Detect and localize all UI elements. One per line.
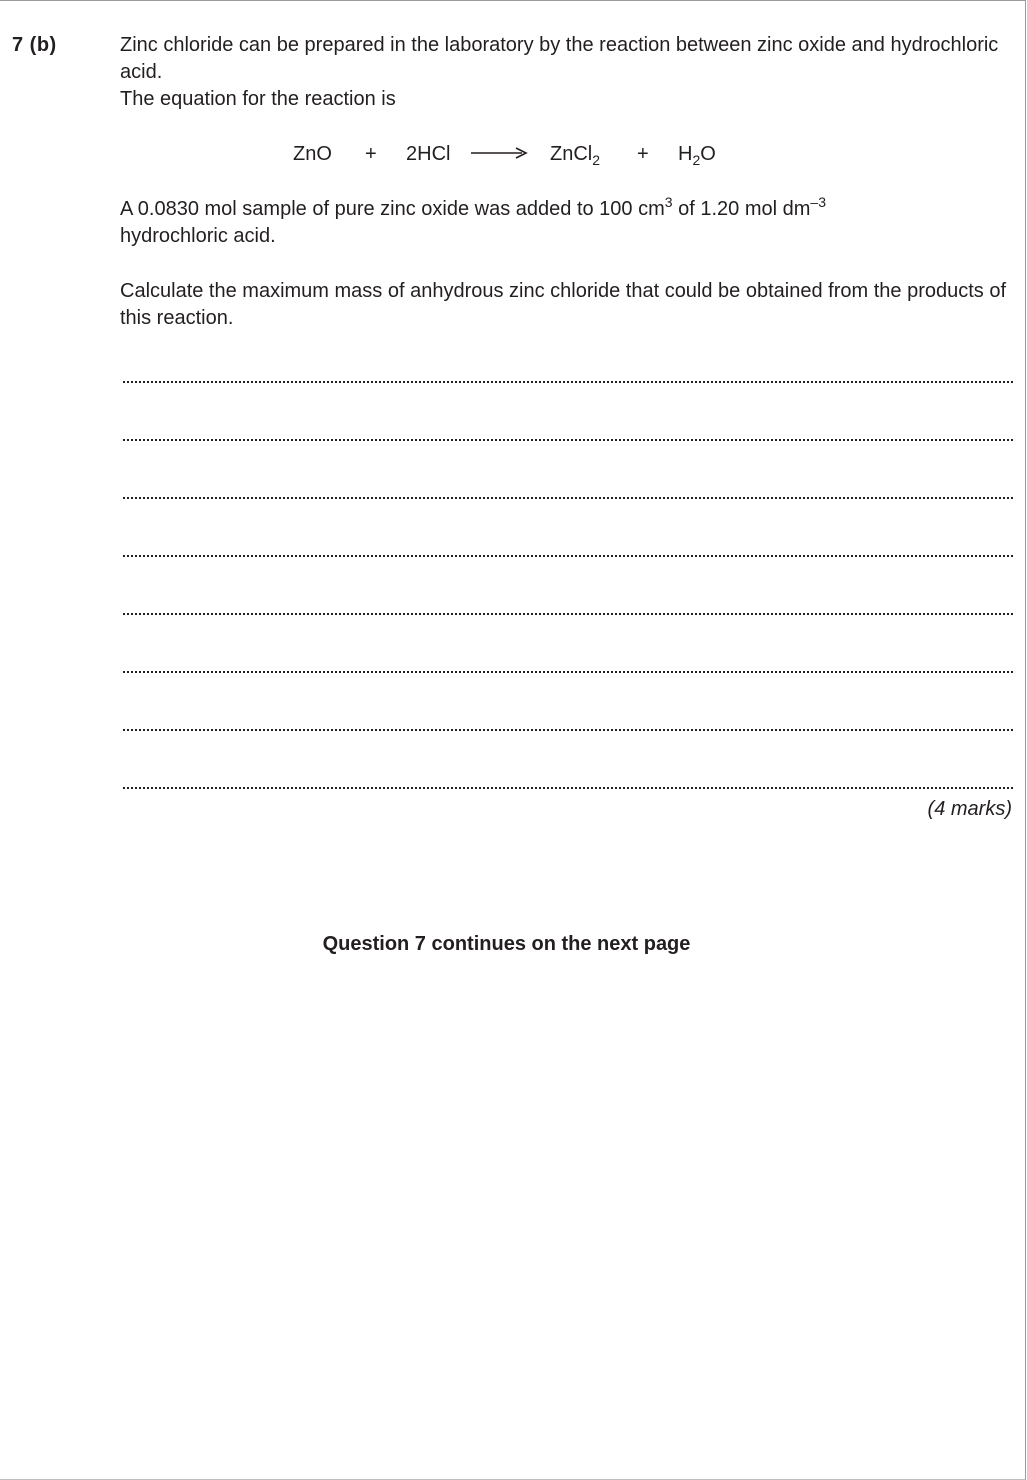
marks-allocation: (4 marks): [927, 798, 1012, 820]
answer-line[interactable]: [123, 613, 1013, 615]
equation-product-zncl2: ZnCl$_2$: [550, 143, 601, 168]
continues-note: Question 7 continues on the next page: [322, 933, 691, 955]
equation-reactant-zno: ZnO: [293, 143, 332, 165]
answer-line[interactable]: [123, 671, 1013, 673]
equation-intro: The equation for the reaction is: [120, 88, 396, 110]
question-number: 7 (b): [12, 34, 57, 56]
equation-product-h2o: $H_2O$: [678, 143, 716, 168]
question-intro: [120, 32, 1015, 113]
reaction-arrow-icon: [470, 146, 528, 160]
answer-line[interactable]: [123, 439, 1013, 441]
sample-description: A 0.0830 mol sample of pure zinc oxide was added to 100 $cm^3$ of 1.20 mol $dm^{-3}$ hydrochloric acid.: [120, 194, 826, 247]
equation-reactant-hcl: 2HCl: [406, 143, 451, 165]
answer-line[interactable]: [123, 497, 1013, 499]
intro-text: Zinc chloride can be prepared in the laboratory by the reaction between zinc oxide and hydrochloric acid.: [120, 34, 999, 83]
question-task: Calculate the maximum mass of anhydrous zinc chloride that could be obtained from the products of this reaction.: [120, 280, 1007, 329]
answer-line[interactable]: [123, 381, 1013, 383]
answer-line[interactable]: [123, 787, 1013, 789]
equation-plus-2: +: [637, 143, 649, 165]
equation-plus-1: +: [365, 143, 377, 165]
answer-line[interactable]: [123, 555, 1013, 557]
answer-line[interactable]: [123, 729, 1013, 731]
